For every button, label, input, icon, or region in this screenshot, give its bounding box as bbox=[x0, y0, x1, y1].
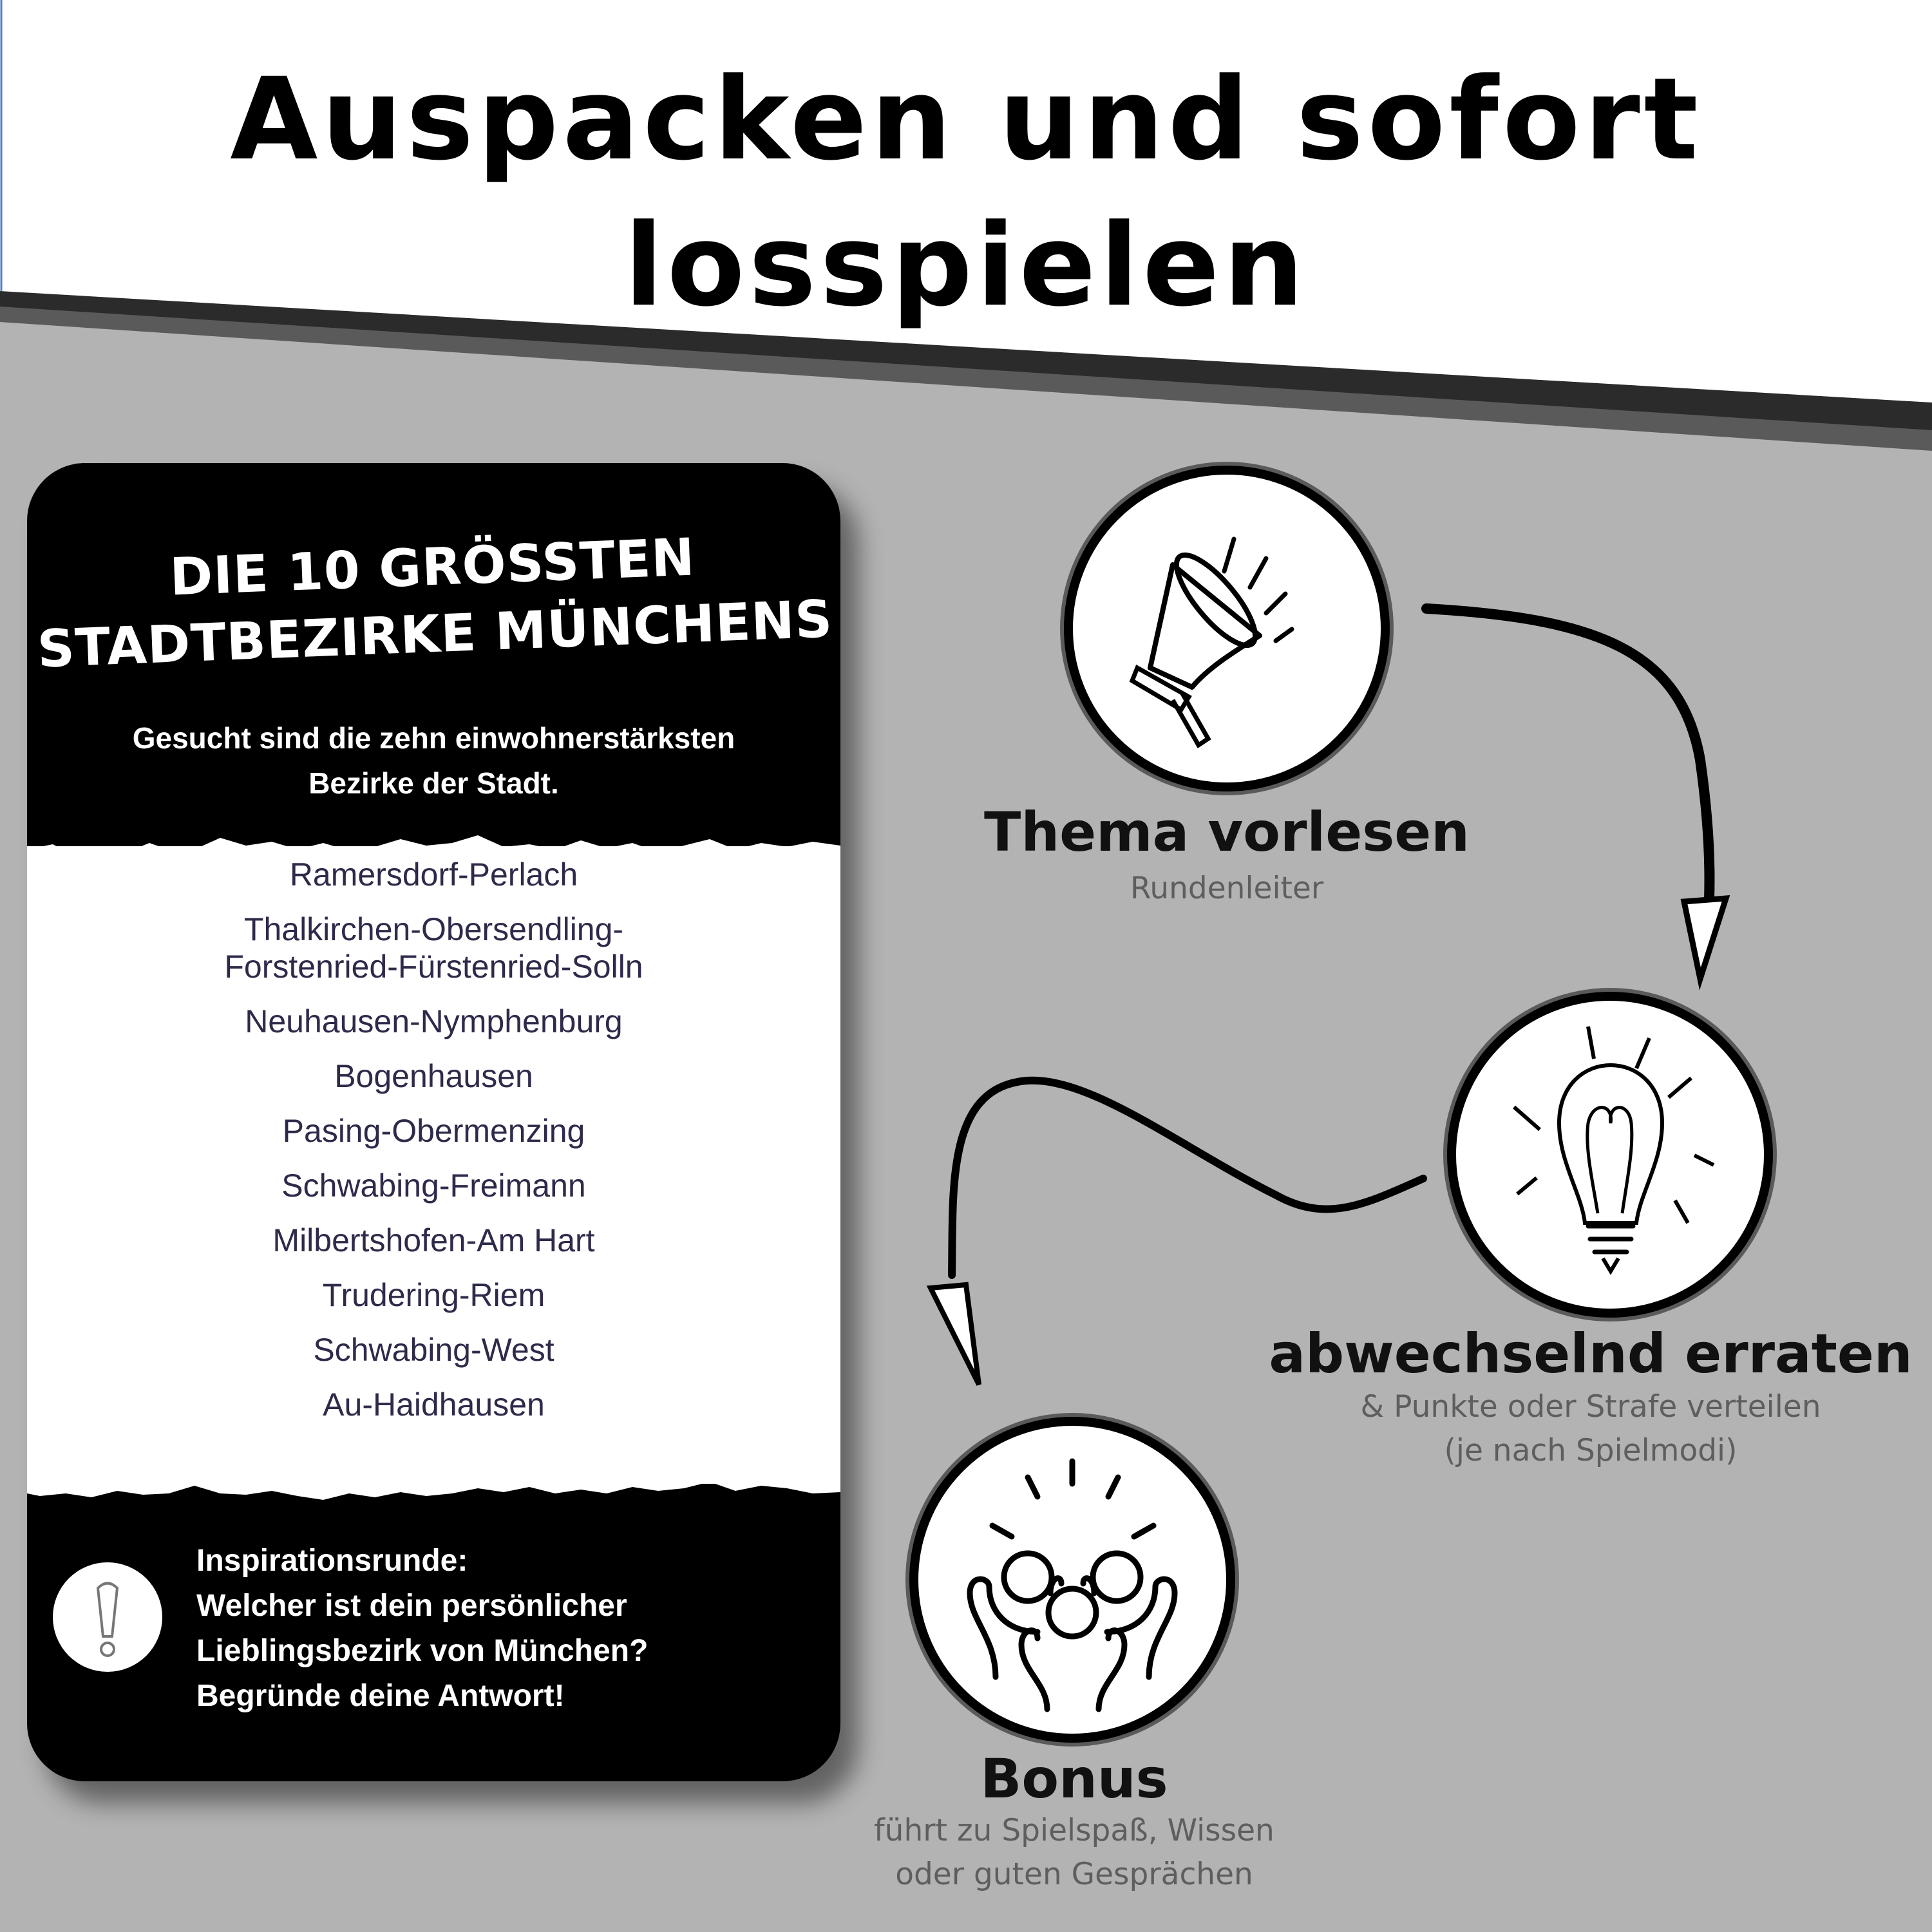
inspiration-question-line: Lieblingsbezirk von München? bbox=[196, 1634, 649, 1668]
step-3-subtitle-line-1: führt zu Spielspaß, Wissen bbox=[874, 1813, 1274, 1848]
card-subtitle-line-1: Gesucht sind die zehn einwohnerstärksten bbox=[132, 721, 735, 755]
card-title-line-2: STADTBEZIRKE MÜNCHENS bbox=[36, 589, 834, 679]
step-1-subtitle: Rundenleiter bbox=[1130, 871, 1324, 906]
step-3-circle bbox=[909, 1417, 1235, 1743]
cheering-people-icon bbox=[918, 1426, 1226, 1734]
inspiration-label: Inspirationsrunde: bbox=[196, 1544, 468, 1578]
lightbulb-icon bbox=[1456, 1001, 1764, 1309]
answer-item-line: Forstenried-Fürstenried-Solln bbox=[224, 949, 643, 985]
card-title-line-1: DIE 10 GRÖSSTEN bbox=[169, 527, 696, 607]
answer-item: Bogenhausen bbox=[334, 1058, 533, 1094]
inspiration-question-line: Begründe deine Antwort! bbox=[196, 1679, 565, 1713]
answer-item: Trudering-Riem bbox=[322, 1277, 545, 1313]
page-title-line-2: losspielen bbox=[624, 200, 1308, 332]
step-3-subtitle-line-2: oder guten Gesprächen bbox=[895, 1857, 1253, 1892]
megaphone-icon bbox=[1073, 475, 1381, 782]
answer-item: Milbertshofen-Am Hart bbox=[272, 1222, 595, 1258]
step-1-title: Thema vorlesen bbox=[984, 800, 1470, 864]
step-3-title: Bonus bbox=[980, 1747, 1168, 1810]
answer-item: Au-Haidhausen bbox=[323, 1387, 545, 1423]
step-2-title: abwechselnd erraten bbox=[1269, 1322, 1913, 1385]
step-1-circle bbox=[1064, 466, 1390, 791]
answer-item: Schwabing-West bbox=[313, 1332, 554, 1368]
inspiration-question-line: Welcher ist dein persönlicher bbox=[196, 1589, 627, 1623]
answer-item: Ramersdorf-Perlach bbox=[289, 857, 578, 893]
answer-item: Pasing-Obermenzing bbox=[282, 1113, 585, 1149]
card-subtitle-line-2: Bezirke der Stadt. bbox=[308, 766, 559, 800]
step-2-subtitle-line-2: (je nach Spielmodi) bbox=[1444, 1433, 1738, 1468]
answer-item-line: Thalkirchen-Obersendling- bbox=[243, 911, 624, 947]
answer-item: Schwabing-Freimann bbox=[281, 1168, 586, 1204]
answer-item: Neuhausen-Nymphenburg bbox=[245, 1003, 623, 1039]
step-2-subtitle-line-1: & Punkte oder Strafe verteilen bbox=[1360, 1389, 1821, 1425]
step-2-circle bbox=[1447, 992, 1773, 1318]
page-title-line-1: Auspacken und sofort bbox=[230, 53, 1702, 185]
